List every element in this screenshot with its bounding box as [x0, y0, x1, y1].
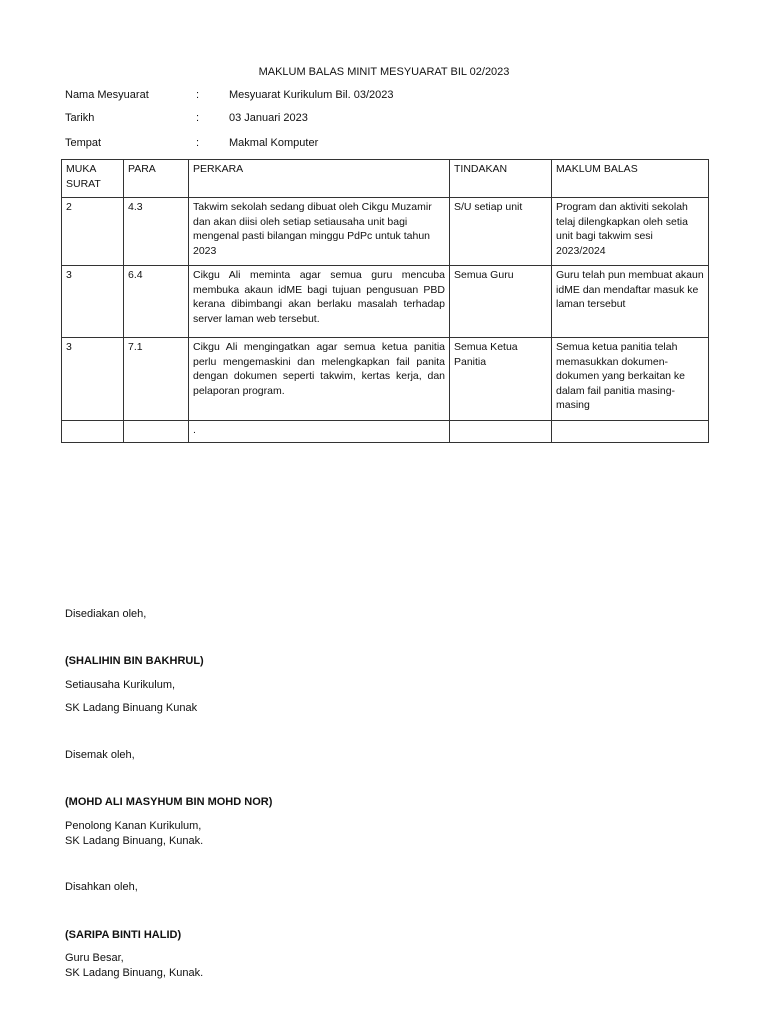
header-perkara: PERKARA — [189, 160, 450, 198]
header-para: PARA — [124, 160, 189, 198]
approved-by-name: (SARIPA BINTI HALID) — [65, 929, 182, 941]
cell-perkara: Takwim sekolah sedang dibuat oleh Cikgu Muzamir dan akan diisi oleh setiap setiausaha unit bagi mengenal pasti bilangan minggu PdPc untuk tahun 2023 — [189, 198, 450, 266]
cell-maklum: Guru telah pun membuat akaun idME dan mendaftar masuk ke laman tersebut — [552, 266, 709, 338]
approved-by-role: Guru Besar, — [65, 952, 124, 964]
cell-muka — [62, 421, 124, 443]
meeting-name-colon: : — [196, 89, 200, 101]
table-row — [62, 198, 709, 266]
cell-tindakan: Semua Guru — [450, 266, 552, 338]
header-muka-surat: MUKA SURAT — [62, 160, 124, 198]
checked-by-heading: Disemak oleh, — [65, 749, 135, 761]
prepared-by-role: Setiausaha Kurikulum, — [65, 679, 176, 691]
date-value: 03 Januari 2023 — [229, 112, 308, 124]
cell-maklum: Semua ketua panitia telah memasukkan dokumen-dokumen yang berkaitan ke dalam fail panitia masing-masing — [552, 338, 709, 421]
date-label: Tarikh — [65, 112, 95, 124]
meeting-name-label: Nama Mesyuarat — [65, 89, 149, 101]
table-row — [62, 338, 709, 421]
cell-perkara: . — [189, 421, 450, 443]
cell-para: 4.3 — [124, 198, 189, 266]
cell-maklum — [552, 421, 709, 443]
header-maklum-balas: MAKLUM BALAS — [552, 160, 709, 198]
cell-para — [124, 421, 189, 443]
cell-tindakan: Semua Ketua Panitia — [450, 338, 552, 421]
minutes-table — [61, 159, 709, 443]
cell-para: 6.4 — [124, 266, 189, 338]
checked-by-role: Penolong Kanan Kurikulum, — [65, 820, 202, 832]
prepared-by-name: (SHALIHIN BIN BAKHRUL) — [65, 655, 204, 667]
cell-muka: 3 — [62, 338, 124, 421]
table-header-row — [62, 160, 709, 198]
cell-tindakan — [450, 421, 552, 443]
approved-by-school: SK Ladang Binuang, Kunak. — [65, 967, 204, 979]
cell-maklum: Program dan aktiviti sekolah telaj dilengkapkan oleh setia unit bagi takwim sesi 2023/2024 — [552, 198, 709, 266]
table-row — [62, 266, 709, 338]
document-title: MAKLUM BALAS MINIT MESYUARAT BIL 02/2023 — [258, 66, 510, 78]
prepared-by-heading: Disediakan oleh, — [65, 608, 147, 620]
meeting-name-value: Mesyuarat Kurikulum Bil. 03/2023 — [229, 89, 394, 101]
cell-muka: 2 — [62, 198, 124, 266]
venue-label: Tempat — [65, 137, 102, 149]
prepared-by-school: SK Ladang Binuang Kunak — [65, 702, 198, 714]
cell-perkara: Cikgu Ali meminta agar semua guru mencuba membuka akaun idME bagi tujuan pengusuan PBD kerana dibimbangi akan berlaku masalah terhadap server laman web tersebut. — [189, 266, 450, 338]
cell-perkara: Cikgu Ali mengingatkan agar semua ketua panitia perlu mengemaskini dan melengkapkan fail panita dengan dokumen seperti takwim, kertas kerja, dan pelaporan program. — [189, 338, 450, 421]
checked-by-school: SK Ladang Binuang, Kunak. — [65, 835, 204, 847]
date-colon: : — [196, 112, 200, 124]
approved-by-heading: Disahkan oleh, — [65, 881, 138, 893]
table-row — [62, 421, 709, 443]
header-tindakan: TINDAKAN — [450, 160, 552, 198]
venue-colon: : — [196, 137, 200, 149]
cell-muka: 3 — [62, 266, 124, 338]
cell-tindakan: S/U setiap unit — [450, 198, 552, 266]
cell-para: 7.1 — [124, 338, 189, 421]
checked-by-name: (MOHD ALI MASYHUM BIN MOHD NOR) — [65, 796, 273, 808]
venue-value: Makmal Komputer — [229, 137, 319, 149]
